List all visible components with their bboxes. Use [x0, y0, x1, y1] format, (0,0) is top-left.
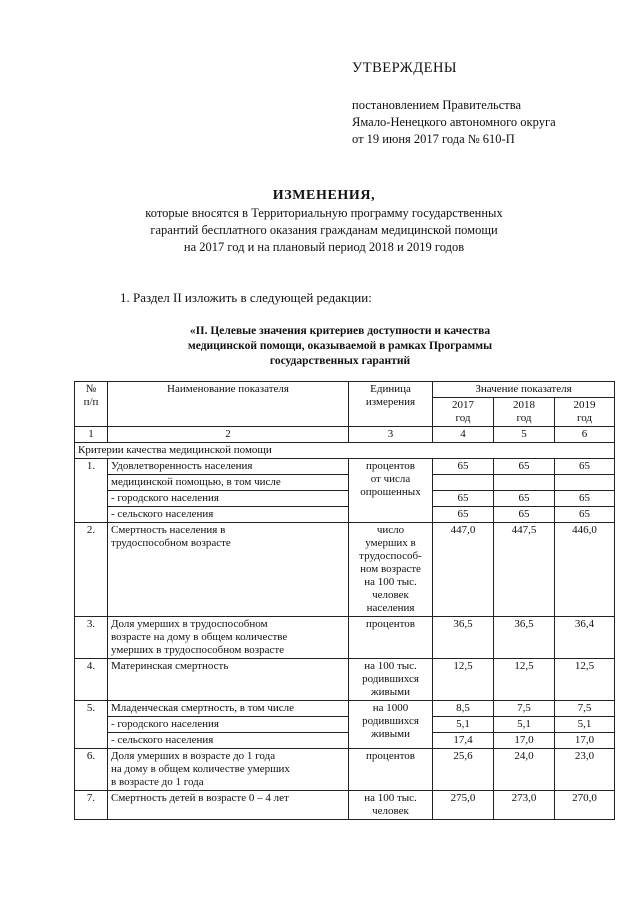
approval-line: постановлением Правительства — [352, 98, 522, 112]
value-cell: 447,5 — [494, 523, 555, 617]
changes-block — [40, 186, 608, 256]
indicator-name: Доля умерших в трудоспособном возрасте на дому в общем количестве умерших в трудоспособном возрасте — [108, 617, 349, 659]
value-cell: 12,5 — [494, 659, 555, 701]
table-row — [75, 749, 615, 791]
row-number: 7. — [75, 791, 108, 820]
value-cell: 65 — [433, 491, 494, 507]
value-cell: 36,5 — [433, 617, 494, 659]
table-header-row — [75, 382, 615, 398]
header-year: 2017 год — [433, 398, 494, 427]
value-cell: 65 — [555, 491, 615, 507]
table-column-numbers — [75, 427, 615, 443]
value-cell: 65 — [494, 459, 555, 475]
approval-line: от 19 июня 2017 года № 610-П — [352, 132, 515, 146]
value-cell: 8,5 — [433, 701, 494, 717]
table-row — [75, 717, 615, 733]
section-title-line: государственных гарантий — [269, 355, 411, 367]
row-number: 3. — [75, 617, 108, 659]
indicator-name: Материнская смертность — [108, 659, 349, 701]
table-row — [75, 475, 615, 491]
row-number: 5. — [75, 701, 108, 749]
row-number: 4. — [75, 659, 108, 701]
column-number: 1 — [75, 427, 108, 443]
value-cell: 275,0 — [433, 791, 494, 820]
indicator-name: - городского населения — [108, 491, 349, 507]
indicator-name: Доля умерших в возрасте до 1 года на дому в общем количестве умерших в возрасте до 1 года — [108, 749, 349, 791]
indicators-table — [74, 381, 615, 820]
row-number: 6. — [75, 749, 108, 791]
value-cell: 17,0 — [494, 733, 555, 749]
value-cell: 23,0 — [555, 749, 615, 791]
table-row — [75, 617, 615, 659]
indicator-name: медицинской помощью, в том числе — [108, 475, 349, 491]
header-year: 2019 год — [555, 398, 615, 427]
column-number: 5 — [494, 427, 555, 443]
changes-line: на 2017 год и на плановый период 2018 и 2019 годов — [183, 240, 465, 254]
unit-cell: на 100 тыс. человек — [349, 791, 433, 820]
changes-title: ИЗМЕНЕНИЯ, — [272, 188, 376, 203]
indicator-name: - сельского населения — [108, 733, 349, 749]
header-unit: Единица измерения — [349, 382, 433, 427]
value-cell: 36,4 — [555, 617, 615, 659]
value-cell: 5,1 — [494, 717, 555, 733]
value-cell — [494, 475, 555, 491]
table-row — [75, 491, 615, 507]
value-cell: 36,5 — [494, 617, 555, 659]
table-row — [75, 659, 615, 701]
column-number: 6 — [555, 427, 615, 443]
section-title-line: медицинской помощи, оказываемой в рамках Программы — [187, 340, 493, 352]
table-row — [75, 701, 615, 717]
table-row — [75, 791, 615, 820]
header-name: Наименование показателя — [108, 382, 349, 427]
value-cell: 12,5 — [555, 659, 615, 701]
value-cell: 5,1 — [433, 717, 494, 733]
row-number: 2. — [75, 523, 108, 617]
value-cell: 7,5 — [555, 701, 615, 717]
unit-cell: на 1000 родившихся живыми — [349, 701, 433, 749]
header-year: 2018 год — [494, 398, 555, 427]
value-cell: 65 — [494, 507, 555, 523]
value-cell: 24,0 — [494, 749, 555, 791]
approval-line: Ямало-Ненецкого автономного округа — [352, 115, 556, 129]
table-row — [75, 523, 615, 617]
changes-line: которые вносятся в Территориальную программу государственных — [145, 206, 503, 220]
approval-heading: УТВЕРЖДЕНЫ — [352, 60, 458, 76]
value-cell: 65 — [555, 507, 615, 523]
criteria-title: Критерии качества медицинской помощи — [75, 443, 615, 459]
indicator-name: - сельского населения — [108, 507, 349, 523]
indicator-name: - городского населения — [108, 717, 349, 733]
header-num: № п/п — [75, 382, 108, 427]
indicator-name: Удовлетворенность населения — [108, 459, 349, 475]
section-title — [140, 324, 540, 369]
unit-cell: процентов — [349, 749, 433, 791]
indicator-name: Младенческая смертность, в том числе — [108, 701, 349, 717]
table-row — [75, 507, 615, 523]
unit-cell: на 100 тыс. родившихся живыми — [349, 659, 433, 701]
indicator-name: Смертность населения в трудоспособном возрасте — [108, 523, 349, 617]
value-cell — [433, 475, 494, 491]
table-row — [75, 459, 615, 475]
header-values: Значение показателя — [433, 382, 615, 398]
value-cell: 65 — [555, 459, 615, 475]
section-title-line: «II. Целевые значения критериев доступности и качества — [189, 325, 491, 337]
unit-cell: процентов от числа опрошенных — [349, 459, 433, 523]
changes-line: гарантий бесплатного оказания гражданам медицинской помощи — [150, 223, 498, 237]
approval-block — [352, 60, 622, 148]
value-cell: 446,0 — [555, 523, 615, 617]
column-number: 3 — [349, 427, 433, 443]
value-cell: 7,5 — [494, 701, 555, 717]
value-cell: 270,0 — [555, 791, 615, 820]
column-number: 2 — [108, 427, 349, 443]
value-cell: 17,0 — [555, 733, 615, 749]
value-cell: 25,6 — [433, 749, 494, 791]
value-cell: 65 — [433, 459, 494, 475]
value-cell: 273,0 — [494, 791, 555, 820]
table-row — [75, 733, 615, 749]
value-cell: 65 — [433, 507, 494, 523]
unit-cell: число умерших в трудоспособ- ном возрасте на 100 тыс. человек населения — [349, 523, 433, 617]
column-number: 4 — [433, 427, 494, 443]
table-section-row — [75, 443, 615, 459]
value-cell — [555, 475, 615, 491]
row-number: 1. — [75, 459, 108, 523]
unit-cell: процентов — [349, 617, 433, 659]
value-cell: 12,5 — [433, 659, 494, 701]
value-cell: 447,0 — [433, 523, 494, 617]
value-cell: 65 — [494, 491, 555, 507]
section-instruction: 1. Раздел II изложить в следующей редакции: — [120, 290, 372, 305]
indicator-name: Смертность детей в возрасте 0 – 4 лет — [108, 791, 349, 820]
value-cell: 5,1 — [555, 717, 615, 733]
value-cell: 17,4 — [433, 733, 494, 749]
